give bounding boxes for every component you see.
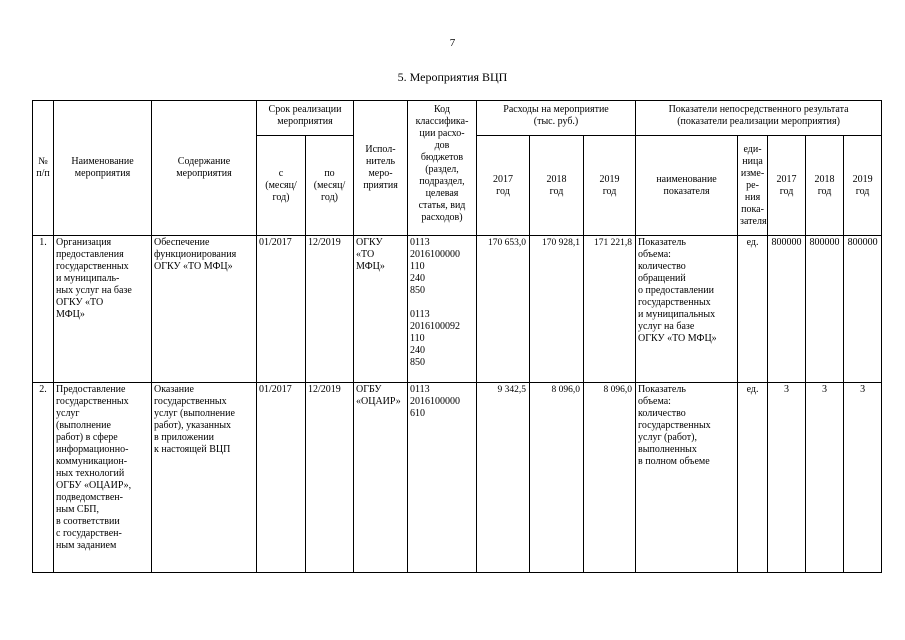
row-indicator-2019: 3 <box>844 383 882 573</box>
header-indicator-name: наименование показателя <box>636 136 738 236</box>
header-code: Код классифика- ции расхо- дов бюджетов (раздел, подраздел, целевая статья, вид расходов) <box>408 101 477 236</box>
row-name: Организация предоставления государственных и муниципаль- ных услуг на базе ОГКУ «ТО МФЦ» <box>54 236 152 383</box>
row-indicator-2018: 3 <box>806 383 844 573</box>
header-term-to: по (месяц/ год) <box>306 136 354 236</box>
table-row <box>33 236 882 383</box>
header-content: Содержание мероприятия <box>152 101 257 236</box>
row-indicator-unit: ед. <box>738 383 768 573</box>
events-table <box>32 100 882 573</box>
page-number: 7 <box>449 37 456 49</box>
row-indicator-name: Показатель объема: количество государственных услуг (работ), выполненных в полном объеме <box>636 383 738 573</box>
header-indicator-unit: еди- ница изме- ре- ния пока- зателя <box>738 136 768 236</box>
row-from: 01/2017 <box>257 383 306 573</box>
header-indicator-2017: 2017 год <box>768 136 806 236</box>
row-indicator-name: Показатель объема: количество обращений о предоставлении государственных и муниципальных услуг на базе ОГКУ «ТО МФЦ» <box>636 236 738 383</box>
row-indicator-2019: 800000 <box>844 236 882 383</box>
row-to: 12/2019 <box>306 383 354 573</box>
header-num: № п/п <box>33 101 54 236</box>
row-name: Предоставление государственных услуг (выполнение работ) в сфере информационно- коммуникацион- ных технологий ОГБУ «ОЦАИР», подведомствен- ным СБП, в соответствии с государствен- ным заданием <box>54 383 152 573</box>
row-cost-2019: 8 096,0 <box>584 383 636 573</box>
row-cost-2018: 170 928,1 <box>530 236 584 383</box>
header-indicator-2018: 2018 год <box>806 136 844 236</box>
header-cost-2019: 2019 год <box>584 136 636 236</box>
header-name: Наименование мероприятия <box>54 101 152 236</box>
header-indicator-2019: 2019 год <box>844 136 882 236</box>
row-cost-2019: 171 221,8 <box>584 236 636 383</box>
header-term: Срок реализации мероприятия <box>257 101 354 136</box>
row-code: 0113 2016100000 110 240 850 0113 2016100092 110 240 850 <box>408 236 477 383</box>
header-executor: Испол- нитель меро- приятия <box>354 101 408 236</box>
row-cost-2017: 9 342,5 <box>477 383 530 573</box>
row-from: 01/2017 <box>257 236 306 383</box>
row-indicator-2018: 800000 <box>806 236 844 383</box>
row-num: 1. <box>33 236 54 383</box>
row-executor: ОГКУ «ТО МФЦ» <box>354 236 408 383</box>
row-content: Обеспечение функционирования ОГКУ «ТО МФЦ» <box>152 236 257 383</box>
row-num: 2. <box>33 383 54 573</box>
table-row <box>33 383 882 573</box>
header-costs: Расходы на мероприятие (тыс. руб.) <box>477 101 636 136</box>
row-code: 0113 2016100000 610 <box>408 383 477 573</box>
row-indicator-2017: 800000 <box>768 236 806 383</box>
row-executor: ОГБУ «ОЦАИР» <box>354 383 408 573</box>
header-cost-2017: 2017 год <box>477 136 530 236</box>
header-cost-2018: 2018 год <box>530 136 584 236</box>
row-content: Оказание государственных услуг (выполнение работ), указанных в приложении к настоящей ВЦП <box>152 383 257 573</box>
row-to: 12/2019 <box>306 236 354 383</box>
header-term-from: с (месяц/ год) <box>257 136 306 236</box>
row-cost-2017: 170 653,0 <box>477 236 530 383</box>
row-indicator-unit: ед. <box>738 236 768 383</box>
header-indicators: Показатели непосредственного результата (показатели реализации мероприятия) <box>636 101 882 136</box>
row-indicator-2017: 3 <box>768 383 806 573</box>
row-cost-2018: 8 096,0 <box>530 383 584 573</box>
section-title: 5. Мероприятия ВЦП <box>397 70 508 84</box>
